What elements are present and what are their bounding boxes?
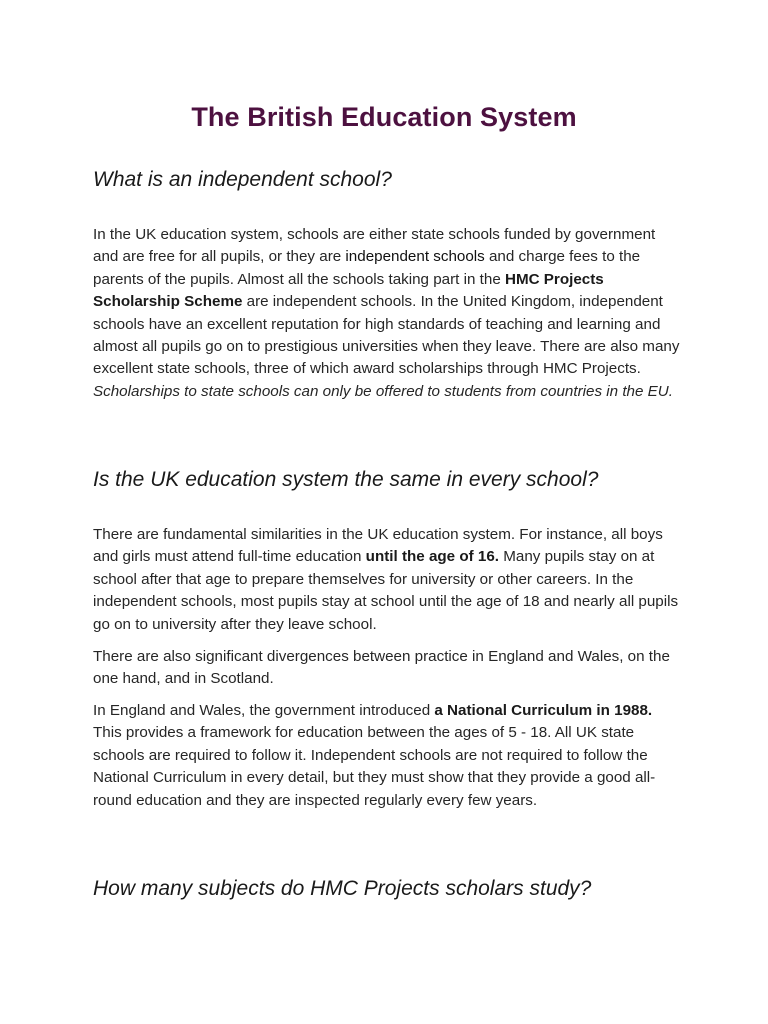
section-heading-subjects: How many subjects do HMC Projects scholars study? (93, 877, 592, 900)
paragraph-divergences (93, 646, 683, 691)
text-run: Many pupils stay on at school after that age to prepare themselves for university or other careers. In the independent schools, most pupils stay at school until the age of 18 and nearly all pupils go on to university after they leave school. (93, 548, 679, 633)
text-run: are independent schools. In the United Kingdom, independent schools have an excellent reputation for high standards of teaching and learning and almost all pupils go on to prestigious universities when they leave. There are also many excellent state schools, three of which award scholarships through HMC Projects. (93, 293, 680, 378)
section-heading-uk-system: Is the UK education system the same in every school? (93, 468, 599, 491)
text-run: There are also significant divergences between practice in England and Wales, on the one hand, and in Scotland. (93, 648, 670, 688)
text-run: This provides a framework for education between the ages of 5 - 18. All UK state schools are required to follow it. Independent schools are not required to follow the National Curriculum in every detail, but they must show that they provide a good all-round education and they are inspected regularly every few years. (93, 724, 656, 809)
page-title: The British Education System (191, 102, 577, 132)
paragraph-similarities (93, 524, 683, 636)
paragraph-national-curriculum (93, 700, 683, 812)
section-heading-independent-school: What is an independent school? (93, 168, 392, 191)
text-run: In the UK education system, schools are either state schools funded by government and are free for all pupils, or they are (93, 226, 656, 266)
bold-national-curriculum: a National Curriculum in 1988. (434, 702, 653, 719)
text-run-independent-schools: independent schools (345, 248, 485, 266)
text-run: and charge fees to the parents of the pupils. Almost all the schools taking part in the (93, 248, 641, 288)
text-run: In England and Wales, the government introduced (93, 702, 435, 719)
bold-scholarship-scheme: HMC Projects Scholarship Scheme (93, 270, 604, 311)
bold-age-16: until the age of 16. (365, 548, 500, 566)
italic-eu-note: Scholarships to state schools can only be offered to students from countries in the EU. (93, 382, 673, 400)
text-run: There are fundamental similarities in the UK education system. For instance, all boys and girls must attend full-time education (93, 526, 663, 566)
paragraph-independent-school (93, 224, 683, 403)
